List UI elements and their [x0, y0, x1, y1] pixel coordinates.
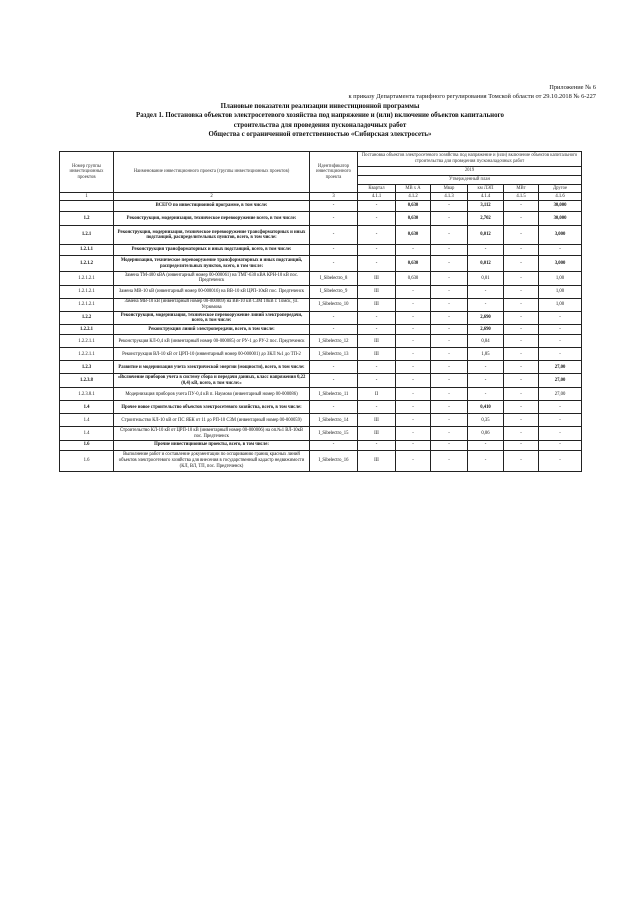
table-cell: - — [310, 312, 358, 325]
table-cell: III — [358, 348, 396, 361]
table-cell: III — [358, 450, 396, 471]
table-cell: - — [358, 212, 396, 226]
table-cell: - — [358, 325, 396, 335]
table-cell: - — [539, 414, 582, 427]
project-name-cell: Реконструкция ВЛ-10 кВ от ЦРП-10 (инвентарный номер 00-000001) до ЗКЛ №1 до ТП-2 — [114, 348, 310, 361]
table-cell: 1.4 — [60, 401, 114, 414]
table-cell: - — [431, 361, 468, 374]
table-cell: - — [504, 414, 539, 427]
table-row — [60, 272, 582, 285]
table-cell: 0,630 — [396, 201, 431, 212]
table-row — [60, 285, 582, 298]
table-cell: - — [431, 298, 468, 311]
table-cell: 0,630 — [396, 256, 431, 272]
table-cell: - — [310, 440, 358, 450]
table-cell: - — [396, 401, 431, 414]
table-cell: 0,012 — [468, 226, 504, 245]
table-cell: I_Sibelectro_14 — [310, 414, 358, 427]
project-name-cell: Модернизация, техническое перевооружение трансформаторных и иных подстанций, распределительных пунктов, всего, в том числе: — [114, 256, 310, 272]
table-cell: - — [310, 325, 358, 335]
table-cell: 1.6 — [60, 440, 114, 450]
table-cell: 1.2.2 — [60, 312, 114, 325]
project-name-cell: Выполнение работ и составление документации по оспариванию границ красных линий объектов электросетевого хозяйства для внесения в государственный кадастр недвижимости (КЛ, ВЛ, ТП, пос. Предтеченск) — [114, 450, 310, 471]
table-cell: III — [358, 427, 396, 440]
table-cell: 27,00 — [539, 374, 582, 388]
table-cell: 1.2.1 — [60, 226, 114, 245]
table-cell: - — [396, 427, 431, 440]
table-cell: 1.2.3 — [60, 361, 114, 374]
table-cell: - — [310, 374, 358, 388]
table-cell: - — [539, 440, 582, 450]
project-name-cell: Реконструкция трансформаторных и иных подстанций, всего, в том числе: — [114, 245, 310, 256]
table-cell: - — [539, 312, 582, 325]
table-cell: 0,01 — [468, 272, 504, 285]
table-row — [60, 388, 582, 401]
table-cell: 27,00 — [539, 388, 582, 401]
title-line-2: Раздел 1. Постановка объектов электросетевого хозяйства под напряжение и (или) включение объектов капитального — [136, 112, 504, 120]
index-cell: 4.1.4 — [468, 193, 504, 201]
table-cell: - — [431, 312, 468, 325]
table-cell: - — [431, 427, 468, 440]
appendix-note — [176, 84, 596, 101]
table-cell: 1.2.1.1 — [60, 245, 114, 256]
table-cell: III — [358, 414, 396, 427]
table-cell: - — [468, 388, 504, 401]
table-row — [60, 256, 582, 272]
project-name-cell: Реконструкция КЛ-0,4 кВ (инвентарный номер 00-000085) от РУ-1 до РУ-2 пос. Предтеченск — [114, 335, 310, 348]
table-row — [60, 201, 582, 212]
investment-plan-table — [59, 151, 582, 472]
table-cell: 1.2.3.8 — [60, 374, 114, 388]
table-cell: - — [396, 388, 431, 401]
title-line-4: Общества с ограниченной ответственностью «Сибирская электросеть» — [208, 131, 432, 139]
table-cell: - — [431, 226, 468, 245]
table-row — [60, 312, 582, 325]
table-cell: - — [358, 312, 396, 325]
table-row — [60, 414, 582, 427]
table-cell: - — [396, 325, 431, 335]
table-cell: - — [431, 348, 468, 361]
table-cell: I_Sibelectro_9 — [310, 285, 358, 298]
table-cell: - — [504, 201, 539, 212]
table-cell: - — [431, 440, 468, 450]
table-row — [60, 348, 582, 361]
table-cell: - — [431, 401, 468, 414]
table-cell: 1.2.3.8.1 — [60, 388, 114, 401]
table-cell: 0,84 — [468, 335, 504, 348]
table-cell: - — [396, 245, 431, 256]
table-cell: 0,410 — [468, 401, 504, 414]
header-commissioning: Постановка объектов электросетевого хозяйства под напряжение и (или) включение объектов капитального строительства для проведения пусконаладочных работ — [358, 152, 582, 167]
table-cell: - — [504, 272, 539, 285]
table-cell: 2,690 — [468, 312, 504, 325]
index-cell: 3 — [310, 193, 358, 201]
table-cell: - — [310, 361, 358, 374]
table-cell: I_Sibelectro_10 — [310, 298, 358, 311]
table-cell: 1.2.1.2.1 — [60, 285, 114, 298]
table-row — [60, 212, 582, 226]
index-cell: 4.1.3 — [431, 193, 468, 201]
table-cell: 1.4 — [60, 414, 114, 427]
table-cell: - — [504, 427, 539, 440]
table-cell: - — [358, 245, 396, 256]
table-cell: II — [358, 388, 396, 401]
table-row — [60, 325, 582, 335]
table-cell: - — [310, 201, 358, 212]
table-cell: - — [539, 335, 582, 348]
table-cell: - — [358, 226, 396, 245]
table-cell: 0,630 — [396, 226, 431, 245]
header-mva: МВ x А — [396, 184, 431, 193]
table-row — [60, 374, 582, 388]
index-cell: 4.1.1 — [358, 193, 396, 201]
table-cell: - — [431, 272, 468, 285]
table-cell: - — [504, 335, 539, 348]
table-cell — [60, 201, 114, 212]
table-cell: 3,000 — [539, 256, 582, 272]
table-row — [60, 361, 582, 374]
table-cell: - — [468, 298, 504, 311]
table-cell: - — [396, 361, 431, 374]
table-cell: - — [396, 298, 431, 311]
project-name-cell: Реконструкция, модернизация, техническое перевооружение линий электропередачи, всего, в том числе: — [114, 312, 310, 325]
table-cell: 1,00 — [539, 298, 582, 311]
table-cell: 3,112 — [468, 201, 504, 212]
appendix-line-2: к приказу Департамента тарифного регулирования Томской области от 29.10.2018 № 6-227 — [348, 92, 596, 100]
table-cell: - — [504, 298, 539, 311]
table-cell: - — [358, 361, 396, 374]
header-project-id: Идентификатор инвестиционного проекта — [310, 152, 358, 193]
index-cell: 4.1.2 — [396, 193, 431, 201]
table-cell: - — [431, 325, 468, 335]
index-cell: 4.1.6 — [539, 193, 582, 201]
project-name-cell: Строительство КЛ-10 кВ от ЦРП-10 кВ (инвентарный номер 00-000006) на оп.№1 ВЛ-10кВ пос. Предтеченск — [114, 427, 310, 440]
title-line-3: строительства для проведения пусконаладочных работ — [233, 121, 407, 129]
table-cell: 30,000 — [539, 201, 582, 212]
table-cell: - — [468, 450, 504, 471]
table-row — [60, 335, 582, 348]
header-year: 2019 — [358, 166, 582, 175]
table-cell: - — [358, 440, 396, 450]
table-cell: - — [431, 285, 468, 298]
table-cell: - — [396, 450, 431, 471]
table-cell: - — [504, 348, 539, 361]
index-cell: 4.1.5 — [504, 193, 539, 201]
table-cell: 2,690 — [468, 325, 504, 335]
header-mw: МВт — [504, 184, 539, 193]
table-body — [60, 193, 582, 471]
table-row — [60, 427, 582, 440]
table-cell: - — [358, 401, 396, 414]
table-cell: - — [504, 312, 539, 325]
table-cell: - — [539, 245, 582, 256]
header-km: км ЛЭП — [468, 184, 504, 193]
table-cell: - — [539, 325, 582, 335]
table-cell: - — [396, 440, 431, 450]
appendix-line-1: Приложение № 6 — [549, 84, 596, 91]
table-cell: 1.2.1.2.1 — [60, 272, 114, 285]
table-cell: III — [358, 335, 396, 348]
table-cell: - — [504, 440, 539, 450]
table-cell: - — [504, 256, 539, 272]
table-cell: - — [431, 256, 468, 272]
table-cell: - — [431, 450, 468, 471]
table-cell: - — [358, 201, 396, 212]
table-cell: - — [468, 440, 504, 450]
table-cell: - — [504, 388, 539, 401]
header-approved-plan: Утвержденный план — [358, 175, 582, 184]
table-cell: I_Sibelectro_12 — [310, 335, 358, 348]
table-row — [60, 298, 582, 311]
table-cell: - — [358, 256, 396, 272]
project-name-cell: ВСЕГО по инвестиционной программе, в том числе: — [114, 201, 310, 212]
project-name-cell: Модернизация приборов учета ПУ-0,4 кВ п. Наумово (инвентарный номер 00-000086) — [114, 388, 310, 401]
table-cell: - — [358, 374, 396, 388]
table-cell: - — [539, 401, 582, 414]
project-name-cell: Реконструкция, модернизация, техническое перевооружение трансформаторных и иных подстанций, распределительных пунктов, всего, в том числе: — [114, 226, 310, 245]
table-row — [60, 450, 582, 471]
table-cell: 1.2.2.1 — [60, 325, 114, 335]
table-cell: 1.6 — [60, 450, 114, 471]
table-cell: - — [396, 348, 431, 361]
table-row — [60, 401, 582, 414]
header-other: Другое — [539, 184, 582, 193]
table-row — [60, 226, 582, 245]
table-cell: - — [396, 312, 431, 325]
table-cell: - — [504, 212, 539, 226]
table-cell: 1.2.1.2.1 — [60, 298, 114, 311]
project-name-cell: Строительство КЛ-10 кВ от ПС ЯБК от 11 до РП-10 СЗМ (инвентарный номер 00-000059) — [114, 414, 310, 427]
header-quarter: Квартал — [358, 184, 396, 193]
table-cell: - — [504, 245, 539, 256]
table-cell: - — [468, 285, 504, 298]
table-cell: - — [310, 256, 358, 272]
table-cell: - — [468, 245, 504, 256]
table-cell: I_Sibelectro_16 — [310, 450, 358, 471]
table-cell: I_Sibelectro_15 — [310, 427, 358, 440]
project-name-cell: Реконструкция, модернизация, техническое перевооружение всего, в том числе: — [114, 212, 310, 226]
table-cell: - — [504, 226, 539, 245]
table-cell: - — [431, 414, 468, 427]
table-cell: - — [504, 450, 539, 471]
index-cell: 2 — [114, 193, 310, 201]
project-name-cell: Замена МВ-10 кВ (инвентарный номер 00-000016) на ВВ-10 кВ ЦРП-10кВ пос. Предтеченск — [114, 285, 310, 298]
table-cell: III — [358, 285, 396, 298]
table-cell: 3,000 — [539, 226, 582, 245]
header-project-name: Наименование инвестиционного проекта (группы инвестиционных проектов) — [114, 152, 310, 193]
table-cell: - — [539, 427, 582, 440]
document-title — [60, 102, 580, 140]
table-cell: - — [504, 325, 539, 335]
column-index-row — [60, 193, 582, 201]
table-cell: I_Sibelectro_8 — [310, 272, 358, 285]
table-cell: 0,06 — [468, 427, 504, 440]
table-cell: - — [431, 335, 468, 348]
table-cell: 1,00 — [539, 272, 582, 285]
table-cell: - — [504, 285, 539, 298]
table-cell: - — [468, 361, 504, 374]
table-cell: III — [358, 298, 396, 311]
table-cell: - — [310, 401, 358, 414]
table-cell: I_Sibelectro_11 — [310, 388, 358, 401]
table-cell: III — [358, 272, 396, 285]
table-cell: 1,00 — [539, 285, 582, 298]
table-cell: 1.2.2.1.1 — [60, 348, 114, 361]
table-cell: 0,012 — [468, 256, 504, 272]
table-cell: - — [504, 401, 539, 414]
table-cell: - — [468, 374, 504, 388]
table-cell: 1.2 — [60, 212, 114, 226]
table-cell: 0,630 — [396, 212, 431, 226]
table-row — [60, 245, 582, 256]
table-cell: - — [431, 245, 468, 256]
project-name-cell: Прочие инвестиционные проекты, всего, в том числе: — [114, 440, 310, 450]
project-name-cell: Замена ТМ-400 кВА (инвентарный номер 00-000061) на ТМГ-630 кВА КРН-10 кВ пос. Предтеченск — [114, 272, 310, 285]
title-line-1: Плановые показатели реализации инвестиционной программы — [220, 103, 420, 110]
project-name-cell: Замена МВ-10 кВ (инвентарный номер 00-000069) на ВВ-10 кВ СЗМ 10кВ г. Томск, ул. Угрюмова — [114, 298, 310, 311]
table-cell: - — [504, 361, 539, 374]
table-cell: 30,000 — [539, 212, 582, 226]
table-cell: - — [431, 212, 468, 226]
index-cell: 1 — [60, 193, 114, 201]
table-cell: 1.2.1.2 — [60, 256, 114, 272]
table-cell: - — [431, 374, 468, 388]
header-group-number: Номер группы инвестиционных проектов — [60, 152, 114, 193]
table-cell: - — [431, 201, 468, 212]
table-cell: 1,85 — [468, 348, 504, 361]
table-cell: - — [310, 226, 358, 245]
table-cell: - — [431, 388, 468, 401]
table-row — [60, 440, 582, 450]
table-cell: - — [310, 212, 358, 226]
header-mvar: Мвар — [431, 184, 468, 193]
table-cell: - — [504, 374, 539, 388]
table-cell: 0,35 — [468, 414, 504, 427]
table-cell: - — [396, 374, 431, 388]
table-cell: 1.2.2.1.1 — [60, 335, 114, 348]
table-cell: 0,630 — [396, 272, 431, 285]
table-cell: 27,00 — [539, 361, 582, 374]
project-name-cell: Развитие и модернизация учета электрической энергии (мощности), всего, в том числе: — [114, 361, 310, 374]
project-name-cell: «Включение приборов учета в систему сбора и передачи данных, класс напряжения 0,22 (0,4) кВ, всего, в том числе:» — [114, 374, 310, 388]
table-cell: - — [396, 335, 431, 348]
project-name-cell: Реконструкция линий электропередачи, всего, в том числе: — [114, 325, 310, 335]
table-cell: - — [396, 285, 431, 298]
table-cell: I_Sibelectro_13 — [310, 348, 358, 361]
project-name-cell: Прочее новое строительство объектов электросетевого хозяйства, всего, в том числе: — [114, 401, 310, 414]
table-cell: 1.4 — [60, 427, 114, 440]
table-cell: - — [310, 245, 358, 256]
table-cell: - — [539, 348, 582, 361]
table-cell: 2,702 — [468, 212, 504, 226]
table-cell: - — [396, 414, 431, 427]
table-cell: - — [539, 450, 582, 471]
